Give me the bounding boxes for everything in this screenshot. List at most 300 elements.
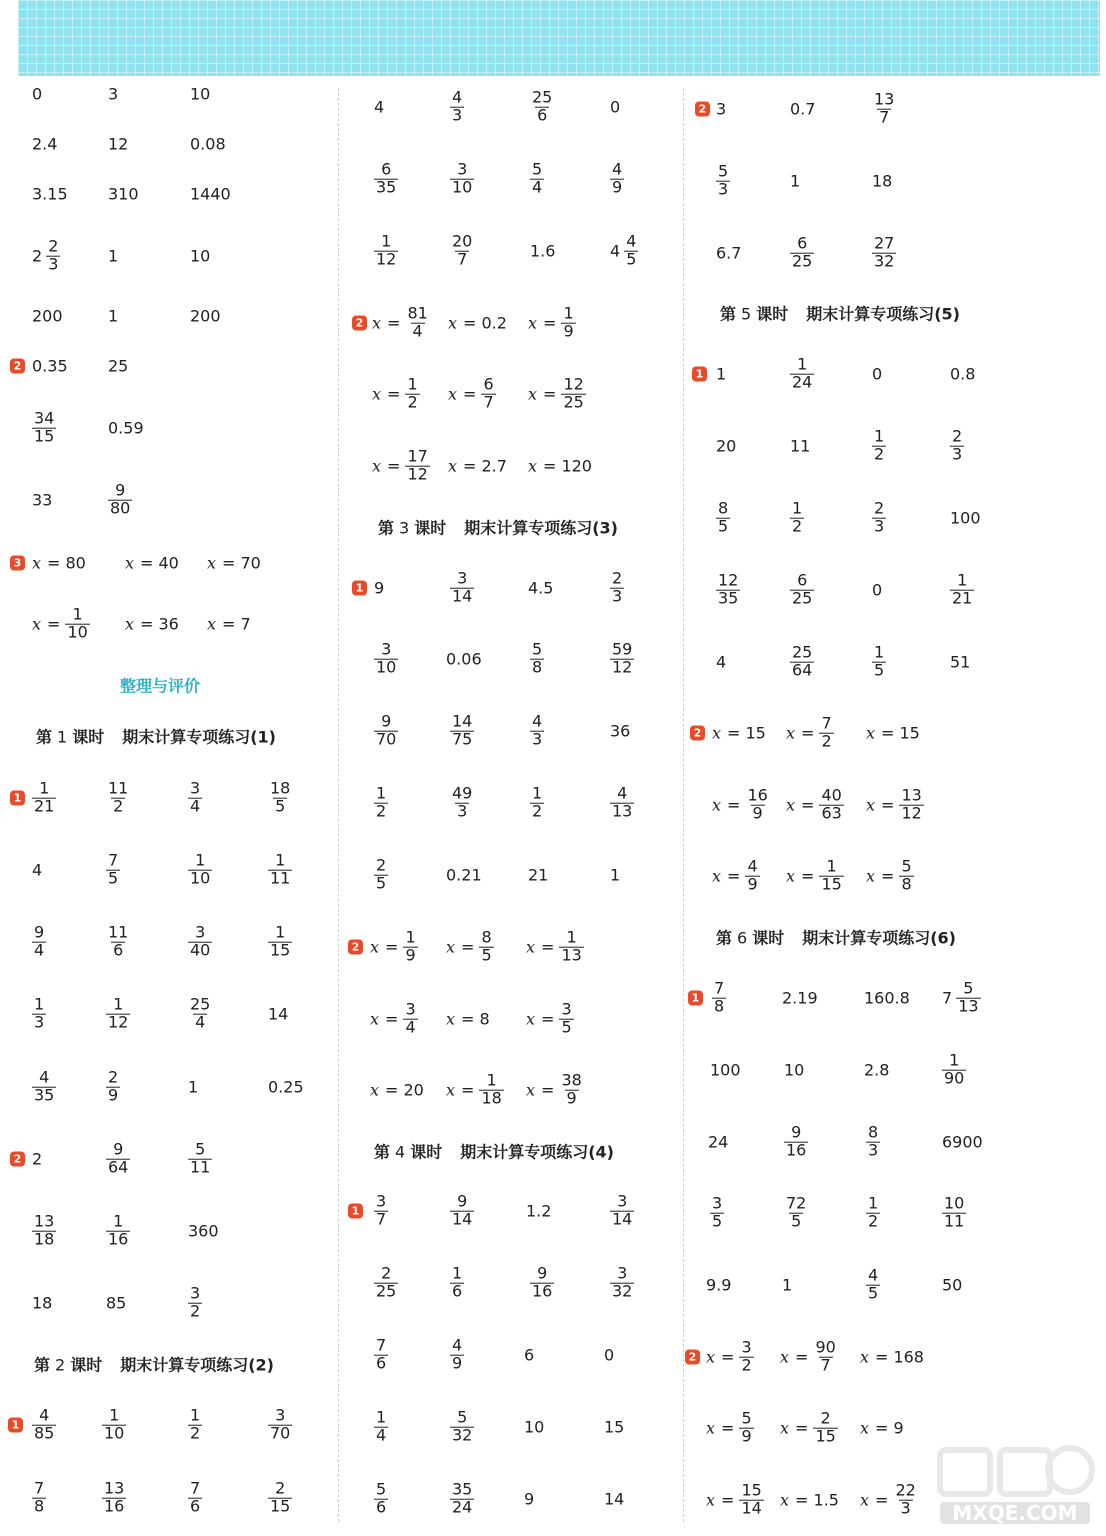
answer-item bbox=[106, 850, 120, 888]
fraction-numerator: 12 bbox=[718, 570, 739, 590]
variable-x: x bbox=[528, 456, 538, 476]
answer-value: 200 bbox=[190, 306, 221, 326]
fraction-numerator: 1 bbox=[39, 778, 50, 798]
variable-x: x bbox=[370, 1009, 380, 1029]
fraction-denominator: 9 bbox=[563, 321, 574, 341]
equals-sign: = bbox=[721, 1418, 735, 1438]
answer-value: 4 bbox=[716, 652, 727, 672]
fraction-denominator: 6 bbox=[452, 1281, 463, 1301]
answer-item bbox=[706, 1276, 731, 1295]
answer-item bbox=[374, 159, 398, 197]
answer-value: 200 bbox=[32, 306, 63, 326]
fraction-numerator: 2 bbox=[376, 855, 387, 875]
fraction-numerator: 34 bbox=[34, 408, 55, 428]
answer-item bbox=[446, 866, 482, 885]
fraction bbox=[32, 1478, 46, 1516]
fraction bbox=[739, 1408, 753, 1446]
fraction bbox=[899, 856, 913, 894]
equals-sign: = bbox=[881, 866, 895, 886]
variable-x: x bbox=[528, 313, 538, 333]
fraction-numerator: 10 bbox=[944, 1193, 965, 1213]
mixed-whole: 4 bbox=[610, 241, 621, 261]
answer-item bbox=[872, 365, 882, 384]
answer-value: 0.7 bbox=[790, 99, 816, 119]
answer-item bbox=[790, 172, 800, 191]
equals-sign: = bbox=[543, 313, 557, 333]
fraction-denominator: 8 bbox=[714, 996, 725, 1016]
fraction-denominator: 4 bbox=[376, 1425, 387, 1445]
lesson-prefix: 第 bbox=[36, 727, 53, 747]
variable-x: x bbox=[780, 1418, 790, 1438]
answer-item bbox=[782, 989, 818, 1008]
answer-item bbox=[716, 437, 736, 456]
fraction bbox=[530, 87, 554, 125]
header-banner bbox=[18, 0, 1100, 76]
fraction bbox=[479, 1070, 503, 1108]
fraction-denominator: 5 bbox=[275, 796, 286, 816]
lesson-suffix: 课时 bbox=[414, 518, 447, 538]
fraction bbox=[872, 426, 886, 464]
fraction-denominator: 4 bbox=[532, 177, 543, 197]
answer-item bbox=[32, 307, 63, 326]
answer-value: 21 bbox=[528, 865, 549, 885]
variable-x: x bbox=[860, 1347, 870, 1367]
fraction bbox=[481, 374, 495, 412]
answer-item bbox=[374, 1263, 398, 1301]
fraction-numerator: 3 bbox=[195, 922, 206, 942]
answer-item bbox=[716, 100, 726, 119]
fraction-denominator: 3 bbox=[452, 105, 463, 125]
answer-value: 2.8 bbox=[864, 1060, 890, 1080]
question-number-badge: 2 bbox=[348, 940, 363, 955]
fraction bbox=[268, 922, 292, 960]
question-number-badge: 3 bbox=[10, 556, 25, 571]
fraction-numerator: 3 bbox=[381, 639, 392, 659]
variable-x: x bbox=[372, 384, 382, 404]
answer-value: 25 bbox=[108, 356, 129, 376]
fraction-numerator: 38 bbox=[561, 1070, 582, 1090]
fraction-denominator: 2 bbox=[407, 392, 418, 412]
answer-item bbox=[866, 785, 924, 823]
fraction bbox=[403, 927, 417, 965]
fraction-numerator: 5 bbox=[901, 856, 912, 876]
fraction-numerator: 1 bbox=[72, 604, 83, 624]
fraction-denominator: 12 bbox=[901, 803, 922, 823]
equals-sign: = bbox=[222, 614, 236, 634]
fraction-numerator: 9 bbox=[115, 480, 126, 500]
answer-value: 20 bbox=[716, 436, 737, 456]
answer-item bbox=[528, 457, 592, 476]
answer-item bbox=[780, 1337, 838, 1375]
fraction-denominator: 15 bbox=[34, 426, 55, 446]
answer-item bbox=[866, 1122, 880, 1160]
answer-item bbox=[370, 1081, 424, 1100]
answer-item bbox=[446, 1070, 504, 1108]
fraction-numerator: 1 bbox=[566, 927, 577, 947]
fraction-denominator: 2 bbox=[821, 731, 832, 751]
fraction-numerator: 7 bbox=[108, 850, 119, 870]
fraction-denominator: 5 bbox=[376, 873, 387, 893]
answer-item bbox=[446, 1010, 490, 1029]
answer-item bbox=[32, 85, 42, 104]
answer-item bbox=[446, 650, 482, 669]
fraction bbox=[813, 1408, 837, 1446]
fraction-numerator: 3 bbox=[275, 1405, 286, 1425]
fraction bbox=[188, 778, 202, 816]
answer-item bbox=[610, 98, 620, 117]
fraction-denominator: 9 bbox=[452, 1353, 463, 1373]
answer-item bbox=[106, 1139, 130, 1177]
fraction bbox=[872, 498, 886, 536]
fraction-numerator: 1 bbox=[34, 994, 45, 1014]
fraction-denominator: 80 bbox=[110, 498, 131, 518]
fraction bbox=[32, 408, 56, 446]
fraction-numerator: 1 bbox=[381, 231, 392, 251]
mixed-whole: 2 bbox=[32, 246, 43, 266]
answer-value: 1 bbox=[782, 1275, 793, 1295]
fraction-numerator: 1 bbox=[113, 994, 124, 1014]
fraction bbox=[893, 1480, 917, 1518]
fraction-denominator: 5 bbox=[868, 1283, 879, 1303]
answer-item bbox=[32, 1211, 56, 1249]
fraction-denominator: 35 bbox=[718, 588, 739, 608]
answer-item bbox=[786, 856, 844, 894]
fraction bbox=[790, 354, 814, 392]
fraction-denominator: 40 bbox=[190, 940, 211, 960]
answer-item bbox=[32, 236, 60, 274]
fraction bbox=[268, 778, 292, 816]
fraction-denominator: 9 bbox=[566, 1088, 577, 1108]
fraction-denominator: 6 bbox=[190, 1496, 201, 1516]
lesson-title: 期末计算专项练习(2) bbox=[120, 1355, 274, 1375]
fraction-numerator: 1 bbox=[376, 783, 387, 803]
answer-item bbox=[604, 1490, 624, 1509]
answer-item bbox=[872, 233, 896, 271]
answer-item bbox=[374, 783, 388, 821]
fraction bbox=[790, 570, 814, 608]
answer-value: 0.08 bbox=[190, 134, 226, 154]
answer-item bbox=[32, 491, 52, 510]
fraction bbox=[610, 1263, 634, 1301]
answer-value: 100 bbox=[950, 508, 981, 528]
lesson-heading bbox=[36, 725, 276, 748]
fraction-denominator: 6 bbox=[376, 1353, 387, 1373]
variable-x: x bbox=[860, 1490, 870, 1510]
answer-item bbox=[108, 85, 118, 104]
fraction-numerator: 8 bbox=[718, 498, 729, 518]
answer-value: 1 bbox=[188, 1077, 199, 1097]
lesson-number: 6 bbox=[737, 928, 748, 948]
fraction-numerator: 4 bbox=[868, 1265, 879, 1285]
fraction-denominator: 75 bbox=[452, 729, 473, 749]
fraction bbox=[872, 89, 896, 127]
answer-value: 15 bbox=[745, 723, 766, 743]
fraction-numerator: 2 bbox=[48, 236, 59, 256]
answer-item bbox=[860, 1419, 904, 1438]
fraction-denominator: 2 bbox=[190, 1423, 201, 1443]
fraction-numerator: 4 bbox=[452, 87, 463, 107]
answer-item bbox=[32, 861, 42, 880]
answer-item bbox=[102, 1478, 126, 1516]
answer-value: 9.9 bbox=[706, 1275, 732, 1295]
column-divider bbox=[683, 88, 684, 1522]
fraction-denominator: 13 bbox=[612, 801, 633, 821]
lesson-number: 4 bbox=[395, 1142, 406, 1162]
answer-value: 7 bbox=[240, 614, 251, 634]
fraction-numerator: 3 bbox=[712, 1193, 723, 1213]
answer-item bbox=[374, 855, 388, 893]
fraction-denominator: 15 bbox=[270, 1496, 291, 1516]
fraction-numerator: 17 bbox=[407, 446, 428, 466]
variable-x: x bbox=[125, 614, 135, 634]
answer-item bbox=[942, 1276, 962, 1295]
answer-value: 4.5 bbox=[528, 578, 554, 598]
answer-value: 14 bbox=[604, 1489, 625, 1509]
fraction-denominator: 13 bbox=[958, 996, 979, 1016]
fraction bbox=[872, 642, 886, 680]
fraction-denominator: 3 bbox=[868, 1140, 879, 1160]
answer-item bbox=[207, 615, 251, 634]
answer-item bbox=[872, 498, 886, 536]
answer-item bbox=[712, 785, 770, 823]
fraction-denominator: 5 bbox=[561, 1017, 572, 1037]
answer-item bbox=[866, 856, 914, 894]
fraction-denominator: 90 bbox=[944, 1068, 965, 1088]
lesson-title: 期末计算专项练习(6) bbox=[802, 928, 956, 948]
fraction-numerator: 81 bbox=[407, 303, 428, 323]
fraction-denominator: 12 bbox=[407, 464, 428, 484]
answer-item bbox=[526, 927, 584, 965]
fraction-numerator: 2 bbox=[820, 1408, 831, 1428]
fraction bbox=[188, 1283, 202, 1321]
fraction-denominator: 3 bbox=[874, 516, 885, 536]
fraction bbox=[450, 783, 474, 821]
fraction-denominator: 12 bbox=[376, 249, 397, 269]
fraction-numerator: 1 bbox=[797, 354, 808, 374]
fraction-denominator: 35 bbox=[34, 1085, 55, 1105]
fraction-numerator: 6 bbox=[381, 159, 392, 179]
answer-item bbox=[526, 1202, 551, 1221]
fraction-numerator: 18 bbox=[270, 778, 291, 798]
fraction bbox=[530, 639, 544, 677]
fraction bbox=[106, 1067, 120, 1105]
answer-value: 9 bbox=[524, 1489, 535, 1509]
variable-x: x bbox=[446, 937, 456, 957]
equals-sign: = bbox=[721, 1490, 735, 1510]
fraction bbox=[716, 498, 730, 536]
answer-item bbox=[530, 1263, 554, 1301]
fraction bbox=[530, 1263, 554, 1301]
answer-value: 18 bbox=[872, 171, 893, 191]
answer-item bbox=[374, 1335, 388, 1373]
answer-item bbox=[716, 498, 730, 536]
fraction-denominator: 9 bbox=[108, 1085, 119, 1105]
variable-x: x bbox=[370, 1080, 380, 1100]
answer-item bbox=[530, 242, 555, 261]
answer-item bbox=[610, 1263, 634, 1301]
answer-item bbox=[790, 570, 814, 608]
variable-x: x bbox=[528, 384, 538, 404]
fraction-numerator: 25 bbox=[190, 994, 211, 1014]
fraction bbox=[102, 1478, 126, 1516]
answer-item bbox=[860, 1480, 918, 1518]
answer-item bbox=[610, 231, 638, 269]
fraction-numerator: 9 bbox=[34, 922, 45, 942]
answer-item bbox=[524, 1346, 534, 1365]
variable-x: x bbox=[526, 1080, 536, 1100]
fraction-numerator: 5 bbox=[195, 1139, 206, 1159]
variable-x: x bbox=[372, 313, 382, 333]
fraction-numerator: 4 bbox=[39, 1405, 50, 1425]
answer-value: 0.06 bbox=[446, 649, 482, 669]
answer-value: 4 bbox=[32, 860, 43, 880]
answer-value: 6.7 bbox=[716, 243, 742, 263]
fraction-numerator: 1 bbox=[874, 426, 885, 446]
answer-item bbox=[374, 1479, 388, 1517]
answer-item bbox=[32, 1067, 56, 1105]
fraction bbox=[610, 1191, 634, 1229]
fraction-denominator: 35 bbox=[376, 177, 397, 197]
answer-value: 12 bbox=[108, 134, 129, 154]
fraction bbox=[479, 927, 493, 965]
fraction bbox=[32, 994, 46, 1032]
answer-value: 10 bbox=[784, 1060, 805, 1080]
fraction-denominator: 85 bbox=[34, 1423, 55, 1443]
fraction bbox=[188, 1478, 202, 1516]
fraction-denominator: 6 bbox=[537, 105, 548, 125]
answer-item bbox=[32, 1150, 42, 1169]
answer-item bbox=[872, 581, 882, 600]
fraction-numerator: 9 bbox=[791, 1122, 802, 1142]
fraction-numerator: 7 bbox=[821, 713, 832, 733]
fraction bbox=[450, 568, 474, 606]
fraction-numerator: 1 bbox=[190, 1405, 201, 1425]
answer-item bbox=[780, 1491, 839, 1510]
fraction-denominator: 2 bbox=[532, 801, 543, 821]
equals-sign: = bbox=[795, 1490, 809, 1510]
answer-value: 85 bbox=[106, 1293, 127, 1313]
fraction-numerator: 25 bbox=[532, 87, 553, 107]
fraction-denominator: 64 bbox=[108, 1157, 129, 1177]
fraction bbox=[46, 236, 60, 274]
fraction bbox=[559, 1070, 583, 1108]
answer-item bbox=[610, 722, 630, 741]
answer-item bbox=[450, 1335, 464, 1373]
variable-x: x bbox=[780, 1490, 790, 1510]
answer-value: 0.8 bbox=[950, 364, 976, 384]
fraction-denominator: 16 bbox=[108, 1229, 129, 1249]
question-number-badge: 2 bbox=[10, 359, 25, 374]
fraction bbox=[65, 604, 89, 642]
answer-value: 0 bbox=[872, 364, 883, 384]
answer-item bbox=[790, 437, 810, 456]
fraction-numerator: 13 bbox=[901, 785, 922, 805]
answer-item bbox=[268, 922, 292, 960]
answer-item bbox=[448, 374, 496, 412]
equals-sign: = bbox=[795, 1347, 809, 1367]
fraction-numerator: 5 bbox=[457, 1407, 468, 1427]
variable-x: x bbox=[780, 1347, 790, 1367]
fraction-numerator: 13 bbox=[34, 1211, 55, 1231]
fraction-numerator: 7 bbox=[376, 1335, 387, 1355]
fraction bbox=[745, 785, 769, 823]
answer-item bbox=[268, 850, 292, 888]
answer-item bbox=[872, 89, 896, 127]
fraction-numerator: 13 bbox=[874, 89, 895, 109]
fraction bbox=[450, 87, 464, 125]
answer-value: 1 bbox=[790, 171, 801, 191]
fraction bbox=[866, 1265, 880, 1303]
variable-x: x bbox=[372, 456, 382, 476]
fraction-numerator: 40 bbox=[821, 785, 842, 805]
answer-value: 4 bbox=[374, 97, 385, 117]
answer-value: 15 bbox=[604, 1417, 625, 1437]
variable-x: x bbox=[125, 553, 135, 573]
answer-item bbox=[530, 639, 544, 677]
fraction-denominator: 14 bbox=[452, 586, 473, 606]
fraction-denominator: 7 bbox=[457, 249, 468, 269]
lesson-title: 期末计算专项练习(5) bbox=[806, 304, 960, 324]
fraction-denominator: 24 bbox=[792, 372, 813, 392]
answer-item bbox=[706, 1337, 754, 1375]
equals-sign: = bbox=[881, 723, 895, 743]
question-number-badge: 2 bbox=[10, 1152, 25, 1167]
fraction bbox=[106, 922, 130, 960]
fraction bbox=[106, 850, 120, 888]
answer-value: 70 bbox=[240, 553, 261, 573]
fraction-numerator: 9 bbox=[381, 711, 392, 731]
answer-item bbox=[950, 653, 970, 672]
fraction-numerator: 1 bbox=[113, 1211, 124, 1231]
fraction-denominator: 18 bbox=[34, 1229, 55, 1249]
answer-item bbox=[450, 1191, 474, 1229]
fraction bbox=[32, 1405, 56, 1443]
fraction-denominator: 13 bbox=[561, 945, 582, 965]
answer-item bbox=[268, 1478, 292, 1516]
fraction-denominator: 21 bbox=[34, 796, 55, 816]
answer-item bbox=[372, 374, 420, 412]
fraction-numerator: 4 bbox=[626, 231, 637, 251]
fraction bbox=[268, 1405, 292, 1443]
answer-value: 33 bbox=[32, 490, 53, 510]
fraction-numerator: 2 bbox=[874, 498, 885, 518]
fraction bbox=[745, 856, 759, 894]
lesson-heading bbox=[374, 1140, 614, 1163]
answer-item bbox=[790, 233, 814, 271]
answer-item bbox=[710, 1193, 724, 1231]
fraction-denominator: 4 bbox=[195, 1012, 206, 1032]
fraction-numerator: 1 bbox=[195, 850, 206, 870]
answer-item bbox=[942, 1193, 966, 1231]
fraction bbox=[956, 978, 980, 1016]
equals-sign: = bbox=[801, 866, 815, 886]
fraction-numerator: 72 bbox=[786, 1193, 807, 1213]
answer-item bbox=[448, 314, 507, 333]
answer-item bbox=[32, 554, 86, 573]
fraction-denominator: 2 bbox=[190, 1301, 201, 1321]
svg-text:MXQE.COM: MXQE.COM bbox=[952, 1501, 1078, 1525]
answer-value: 0 bbox=[610, 97, 621, 117]
answer-value: 36 bbox=[158, 614, 179, 634]
fraction bbox=[108, 480, 132, 518]
answer-item bbox=[524, 1418, 544, 1437]
fraction bbox=[559, 927, 583, 965]
answer-item bbox=[32, 922, 46, 960]
fraction-denominator: 21 bbox=[952, 588, 973, 608]
answer-item bbox=[106, 778, 130, 816]
answer-item bbox=[528, 303, 576, 341]
answer-item bbox=[32, 408, 56, 446]
